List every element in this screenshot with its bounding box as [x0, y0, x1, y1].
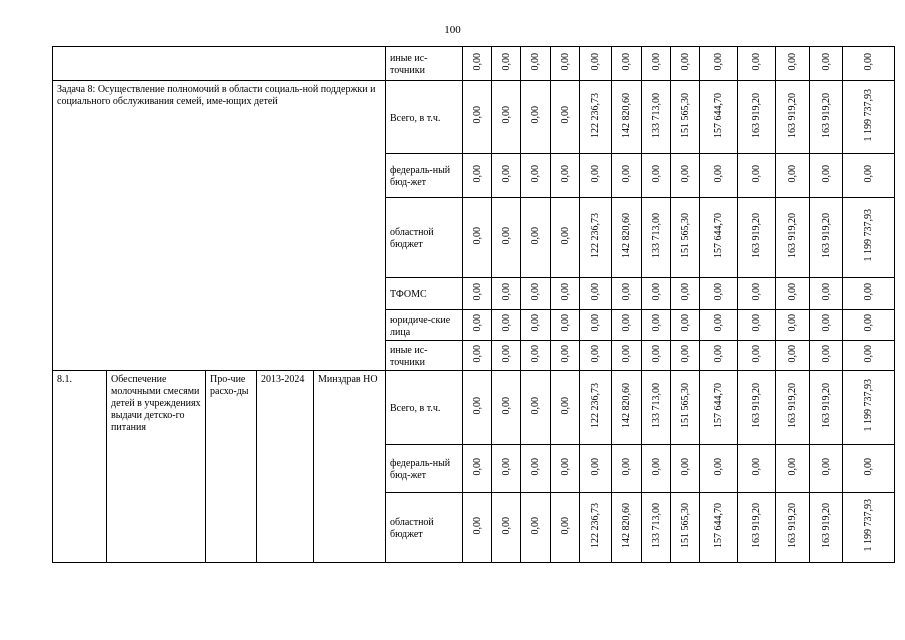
budget-table — [52, 46, 895, 563]
value-cell — [580, 198, 612, 278]
value-text: 0,00 — [787, 52, 798, 71]
value-cell — [738, 310, 776, 341]
value-cell — [492, 278, 521, 310]
value-text: 151 565,30 — [679, 92, 691, 138]
item-number: 8.1. — [53, 371, 107, 563]
value-text: 1 199 737,93 — [863, 379, 874, 432]
value-text: 0,00 — [713, 344, 724, 363]
value-text: 0,00 — [471, 226, 483, 245]
value-cell — [551, 198, 580, 278]
funding-source-label: федераль-ный бюд-жет — [386, 154, 463, 198]
value-cell — [492, 154, 521, 198]
funding-source-label: ТФОМС — [386, 278, 463, 310]
value-text: 0,00 — [679, 52, 691, 71]
value-cell — [521, 445, 551, 493]
value-text: 0,00 — [471, 396, 483, 415]
value-text: 163 919,20 — [751, 92, 762, 138]
value-text: 163 919,20 — [787, 503, 798, 548]
value-text: 163 919,20 — [820, 213, 832, 258]
value-cell — [700, 371, 738, 445]
value-text: 0,00 — [621, 314, 632, 332]
value-text: 0,00 — [713, 164, 724, 183]
funding-source-label: юридиче-ские лица — [386, 310, 463, 341]
value-cell — [671, 493, 700, 563]
value-cell — [551, 81, 580, 154]
page-number: 100 — [444, 24, 461, 36]
value-text: 133 713,00 — [650, 213, 662, 258]
value-cell — [700, 278, 738, 310]
funding-source-label: федераль-ный бюд-жет — [386, 445, 463, 493]
value-text: 0,00 — [500, 314, 512, 332]
value-text: 0,00 — [559, 516, 571, 535]
value-cell — [776, 310, 810, 341]
value-cell — [671, 154, 700, 198]
value-text: 0,00 — [621, 344, 632, 363]
value-text: 0,00 — [820, 52, 832, 71]
value-text: 0,00 — [787, 314, 798, 332]
value-text: 163 919,20 — [820, 92, 832, 138]
value-text: 0,00 — [787, 457, 798, 476]
funding-source-label: иные ис-точники — [386, 47, 463, 81]
value-cell — [521, 278, 551, 310]
value-text: 122 236,73 — [590, 503, 601, 548]
value-cell — [810, 81, 843, 154]
value-text: 0,00 — [590, 52, 601, 71]
value-cell — [642, 341, 671, 371]
value-cell — [580, 371, 612, 445]
value-cell — [521, 81, 551, 154]
value-text: 0,00 — [820, 282, 832, 301]
value-cell — [843, 371, 895, 445]
value-cell — [492, 81, 521, 154]
value-cell — [843, 278, 895, 310]
value-text: 0,00 — [559, 106, 571, 124]
value-text: 0,00 — [559, 396, 571, 415]
value-text: 0,00 — [650, 457, 662, 476]
value-text: 122 236,73 — [590, 92, 601, 138]
funding-source-label: Всего, в т.ч. — [386, 371, 463, 445]
value-text: 0,00 — [559, 226, 571, 245]
value-cell — [738, 81, 776, 154]
value-text: 0,00 — [500, 396, 512, 415]
value-text: 0,00 — [679, 282, 691, 301]
value-text: 0,00 — [530, 282, 541, 301]
value-cell — [492, 445, 521, 493]
value-cell — [671, 47, 700, 81]
table-row — [53, 81, 895, 154]
value-cell — [551, 445, 580, 493]
value-text: 0,00 — [530, 226, 541, 245]
value-cell — [776, 278, 810, 310]
value-cell — [642, 154, 671, 198]
value-text: 142 820,60 — [621, 383, 632, 428]
value-text: 0,00 — [863, 164, 874, 183]
value-text: 0,00 — [500, 282, 512, 301]
value-cell — [738, 493, 776, 563]
value-cell — [810, 310, 843, 341]
value-text: 0,00 — [559, 457, 571, 476]
value-text: 163 919,20 — [787, 383, 798, 428]
value-cell — [612, 445, 642, 493]
value-cell — [810, 154, 843, 198]
value-text: 0,00 — [820, 164, 832, 183]
value-text: 0,00 — [471, 314, 483, 332]
value-text: 163 919,20 — [820, 503, 832, 548]
value-cell — [463, 493, 492, 563]
value-text: 0,00 — [559, 282, 571, 301]
value-text: 0,00 — [679, 344, 691, 363]
value-text: 157 644,70 — [713, 92, 724, 138]
value-cell — [580, 310, 612, 341]
value-cell — [700, 198, 738, 278]
value-text: 163 919,20 — [751, 503, 762, 548]
value-text: 0,00 — [787, 344, 798, 363]
value-cell — [810, 198, 843, 278]
value-cell — [612, 341, 642, 371]
funding-source-label: областной бюджет — [386, 493, 463, 563]
value-text: 0,00 — [500, 226, 512, 245]
item-years: 2013-2024 — [257, 371, 314, 563]
value-text: 0,00 — [820, 314, 832, 332]
item-name: Обеспечение молочными смесями детей в учреждениях выдачи детско-го питания — [107, 371, 206, 563]
value-cell — [580, 47, 612, 81]
value-text: 1 199 737,93 — [863, 209, 874, 262]
value-cell — [642, 310, 671, 341]
value-text: 0,00 — [471, 282, 483, 301]
value-cell — [551, 278, 580, 310]
value-text: 0,00 — [530, 164, 541, 183]
value-cell — [612, 371, 642, 445]
value-cell — [642, 278, 671, 310]
value-cell — [776, 493, 810, 563]
value-cell — [776, 81, 810, 154]
value-cell — [738, 198, 776, 278]
value-text: 151 565,30 — [679, 213, 691, 258]
value-cell — [776, 445, 810, 493]
value-cell — [463, 81, 492, 154]
value-text: 0,00 — [650, 344, 662, 363]
value-text: 1 199 737,93 — [863, 88, 874, 142]
value-text: 0,00 — [650, 52, 662, 71]
value-text: 0,00 — [500, 457, 512, 476]
value-cell — [463, 278, 492, 310]
value-cell — [642, 445, 671, 493]
value-text: 0,00 — [863, 314, 874, 332]
value-cell — [580, 154, 612, 198]
value-cell — [671, 81, 700, 154]
value-text: 0,00 — [863, 282, 874, 301]
value-text: 0,00 — [787, 164, 798, 183]
funding-source-label: Всего, в т.ч. — [386, 81, 463, 154]
value-cell — [521, 310, 551, 341]
value-text: 0,00 — [751, 164, 762, 183]
value-cell — [843, 445, 895, 493]
value-text: 0,00 — [559, 164, 571, 183]
value-cell — [738, 47, 776, 81]
value-text: 0,00 — [530, 314, 541, 332]
value-cell — [492, 47, 521, 81]
value-cell — [843, 47, 895, 81]
value-text: 0,00 — [713, 282, 724, 301]
value-text: 0,00 — [530, 516, 541, 535]
value-text: 151 565,30 — [679, 503, 691, 548]
value-cell — [843, 81, 895, 154]
value-text: 0,00 — [650, 164, 662, 183]
value-cell — [521, 47, 551, 81]
value-cell — [612, 493, 642, 563]
value-cell — [492, 371, 521, 445]
value-text: 0,00 — [500, 344, 512, 363]
value-cell — [551, 493, 580, 563]
value-text: 0,00 — [471, 106, 483, 124]
value-text: 0,00 — [713, 52, 724, 71]
value-text: 0,00 — [650, 314, 662, 332]
value-cell — [492, 310, 521, 341]
value-text: 0,00 — [471, 516, 483, 535]
value-text: 133 713,00 — [650, 383, 662, 428]
value-cell — [700, 445, 738, 493]
value-cell — [612, 47, 642, 81]
value-text: 1 199 737,93 — [863, 499, 874, 552]
value-text: 0,00 — [500, 52, 512, 71]
value-cell — [843, 154, 895, 198]
value-cell — [671, 278, 700, 310]
value-text: 0,00 — [559, 344, 571, 363]
value-cell — [580, 445, 612, 493]
value-cell — [776, 154, 810, 198]
value-text: 0,00 — [863, 344, 874, 363]
value-cell — [463, 445, 492, 493]
value-cell — [580, 493, 612, 563]
value-text: 163 919,20 — [751, 383, 762, 428]
value-text: 142 820,60 — [621, 92, 632, 138]
value-text: 0,00 — [713, 457, 724, 476]
value-text: 0,00 — [751, 282, 762, 301]
value-text: 0,00 — [471, 344, 483, 363]
value-cell — [671, 341, 700, 371]
value-cell — [642, 81, 671, 154]
value-text: 0,00 — [530, 52, 541, 71]
value-cell — [776, 371, 810, 445]
value-cell — [738, 445, 776, 493]
value-text: 0,00 — [590, 164, 601, 183]
value-text: 0,00 — [820, 457, 832, 476]
value-cell — [551, 154, 580, 198]
value-text: 0,00 — [500, 106, 512, 124]
value-text: 0,00 — [621, 457, 632, 476]
value-text: 163 919,20 — [787, 213, 798, 258]
value-text: 0,00 — [500, 516, 512, 535]
value-text: 0,00 — [679, 457, 691, 476]
value-text: 163 919,20 — [787, 92, 798, 138]
value-cell — [612, 81, 642, 154]
value-cell — [700, 47, 738, 81]
value-text: 0,00 — [679, 314, 691, 332]
value-text: 0,00 — [500, 164, 512, 183]
value-cell — [463, 341, 492, 371]
value-cell — [671, 371, 700, 445]
value-cell — [551, 341, 580, 371]
value-cell — [700, 341, 738, 371]
value-text: 142 820,60 — [621, 503, 632, 548]
value-text: 157 644,70 — [713, 213, 724, 258]
value-text: 0,00 — [621, 282, 632, 301]
value-text: 0,00 — [751, 457, 762, 476]
value-cell — [810, 445, 843, 493]
value-text: 0,00 — [530, 396, 541, 415]
value-text: 0,00 — [621, 164, 632, 183]
value-cell — [776, 47, 810, 81]
value-cell — [843, 198, 895, 278]
value-cell — [642, 198, 671, 278]
value-cell — [700, 154, 738, 198]
value-text: 0,00 — [751, 344, 762, 363]
value-text: 142 820,60 — [621, 213, 632, 258]
value-cell — [521, 154, 551, 198]
funding-source-label: областной бюджет — [386, 198, 463, 278]
blank-header-cell — [53, 47, 386, 81]
value-cell — [492, 341, 521, 371]
value-cell — [551, 371, 580, 445]
value-cell — [843, 493, 895, 563]
value-text: 163 919,20 — [751, 213, 762, 258]
value-cell — [810, 341, 843, 371]
value-cell — [580, 81, 612, 154]
value-cell — [463, 154, 492, 198]
value-cell — [551, 310, 580, 341]
value-cell — [463, 198, 492, 278]
value-text: 0,00 — [590, 314, 601, 332]
value-text: 0,00 — [787, 282, 798, 301]
value-cell — [843, 310, 895, 341]
value-cell — [492, 493, 521, 563]
value-cell — [810, 47, 843, 81]
value-cell — [612, 310, 642, 341]
value-cell — [700, 310, 738, 341]
value-cell — [642, 493, 671, 563]
value-text: 157 644,70 — [713, 503, 724, 548]
value-cell — [521, 198, 551, 278]
value-cell — [776, 341, 810, 371]
value-text: 0,00 — [471, 457, 483, 476]
value-cell — [738, 278, 776, 310]
value-cell — [700, 81, 738, 154]
item-executor: Минздрав НО — [314, 371, 386, 563]
value-cell — [738, 154, 776, 198]
value-cell — [463, 371, 492, 445]
value-text: 133 713,00 — [650, 92, 662, 138]
value-text: 0,00 — [820, 344, 832, 363]
value-cell — [580, 278, 612, 310]
value-text: 0,00 — [713, 314, 724, 332]
value-cell — [810, 493, 843, 563]
value-cell — [521, 371, 551, 445]
value-text: 0,00 — [650, 282, 662, 301]
value-text: 0,00 — [471, 52, 483, 71]
value-cell — [738, 371, 776, 445]
value-text: 0,00 — [530, 457, 541, 476]
value-cell — [843, 341, 895, 371]
value-cell — [671, 310, 700, 341]
value-text: 0,00 — [530, 106, 541, 124]
value-cell — [612, 278, 642, 310]
value-text: 163 919,20 — [820, 383, 832, 428]
value-text: 133 713,00 — [650, 503, 662, 548]
value-cell — [671, 445, 700, 493]
value-text: 0,00 — [751, 52, 762, 71]
value-text: 0,00 — [530, 344, 541, 363]
value-cell — [671, 198, 700, 278]
value-cell — [776, 198, 810, 278]
value-cell — [463, 310, 492, 341]
value-text: 122 236,73 — [590, 383, 601, 428]
value-text: 0,00 — [559, 52, 571, 71]
value-text: 0,00 — [471, 164, 483, 183]
value-text: 157 644,70 — [713, 383, 724, 428]
value-text: 0,00 — [559, 314, 571, 332]
value-text: 0,00 — [590, 457, 601, 476]
value-cell — [612, 154, 642, 198]
value-cell — [810, 371, 843, 445]
value-cell — [463, 47, 492, 81]
value-text: 0,00 — [590, 344, 601, 363]
value-cell — [521, 493, 551, 563]
value-cell — [580, 341, 612, 371]
task-8-title: Задача 8: Осуществление полномочий в области социаль-ной поддержки и социального обслуживания семей, име-ющих детей — [53, 81, 386, 371]
value-text: 0,00 — [621, 52, 632, 71]
value-cell — [738, 341, 776, 371]
value-cell — [612, 198, 642, 278]
value-text: 0,00 — [590, 282, 601, 301]
funding-source-label: иные ис-точники — [386, 341, 463, 371]
value-cell — [810, 278, 843, 310]
value-text: 151 565,30 — [679, 383, 691, 428]
value-cell — [521, 341, 551, 371]
value-cell — [700, 493, 738, 563]
value-text: 0,00 — [679, 164, 691, 183]
value-text: 0,00 — [863, 457, 874, 476]
value-cell — [642, 47, 671, 81]
table-row — [53, 371, 895, 445]
value-cell — [642, 371, 671, 445]
expense-type: Про-чие расхо-ды — [206, 371, 257, 563]
value-text: 122 236,73 — [590, 213, 601, 258]
table-row — [53, 47, 895, 81]
value-text: 0,00 — [863, 52, 874, 71]
value-cell — [551, 47, 580, 81]
value-cell — [492, 198, 521, 278]
value-text: 0,00 — [751, 314, 762, 332]
